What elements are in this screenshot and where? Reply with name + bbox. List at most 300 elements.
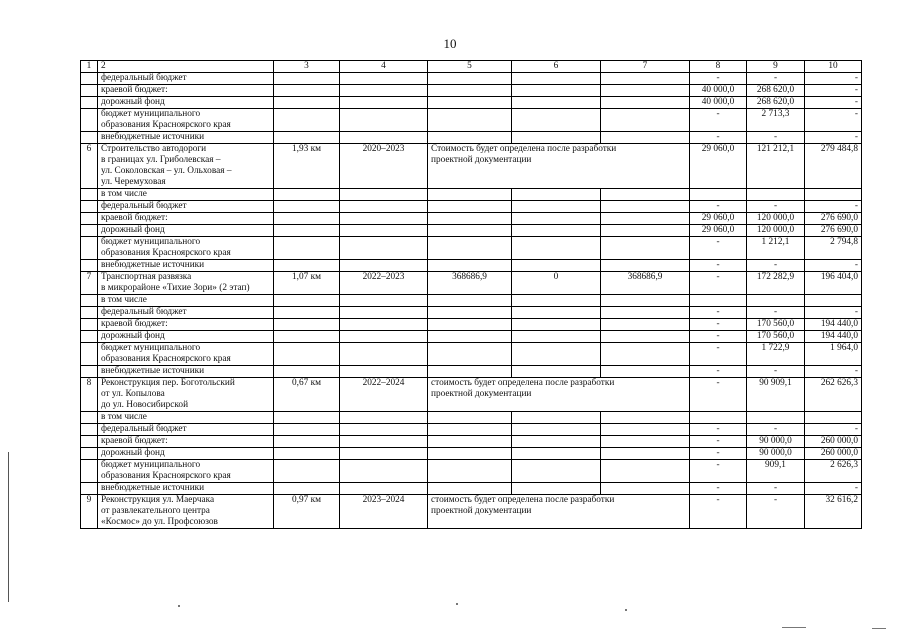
- table-cell: [428, 307, 512, 319]
- table-cell: [601, 85, 690, 97]
- table-cell: -: [805, 97, 862, 109]
- table-cell: [428, 97, 512, 109]
- table-cell: -: [747, 495, 805, 529]
- table-cell: [81, 225, 98, 237]
- row-label-cell: в том числе: [98, 412, 274, 424]
- table-cell: [601, 307, 690, 319]
- table-cell: [81, 343, 98, 366]
- table-cell: 29 060,0: [690, 213, 747, 225]
- table-cell: [512, 436, 601, 448]
- row-label-cell: Реконструкция пер. Боготольский от ул. Копылова до ул. Новосибирской: [98, 378, 274, 412]
- table-cell: [601, 237, 690, 260]
- table-row: [81, 237, 862, 260]
- table-cell: -: [805, 260, 862, 272]
- table-cell: [274, 132, 340, 144]
- table-cell: 194 440,0: [805, 331, 862, 343]
- table-cell: [601, 412, 690, 424]
- table-cell: [428, 109, 512, 132]
- table-cell: -: [747, 260, 805, 272]
- table-cell: [340, 201, 428, 213]
- table-cell: 2 794,8: [805, 237, 862, 260]
- table-cell: [428, 436, 512, 448]
- table-cell: [601, 366, 690, 378]
- table-cell: 194 440,0: [805, 319, 862, 331]
- header-cell: 4: [340, 61, 428, 73]
- header-cell: 5: [428, 61, 512, 73]
- table-cell: [601, 260, 690, 272]
- table-cell: 268 620,0: [747, 97, 805, 109]
- table-cell: [81, 109, 98, 132]
- table-row: [81, 189, 862, 201]
- table-cell: [340, 73, 428, 85]
- table-cell: [428, 260, 512, 272]
- table-cell: [805, 412, 862, 424]
- row-label-cell: краевой бюджет:: [98, 319, 274, 331]
- table-cell: 2022–2024: [340, 378, 428, 412]
- table-cell: -: [690, 272, 747, 295]
- funding-table: [80, 60, 862, 529]
- table-cell: [601, 225, 690, 237]
- table-cell: 172 282,9: [747, 272, 805, 295]
- table-cell: [428, 132, 512, 144]
- table-row: [81, 260, 862, 272]
- table-row: [81, 319, 862, 331]
- table-row: [81, 272, 862, 295]
- table-cell: [81, 448, 98, 460]
- table-cell: -: [805, 307, 862, 319]
- table-cell: 1,93 км: [274, 144, 340, 189]
- table-cell: -: [690, 483, 747, 495]
- table-cell: [512, 483, 601, 495]
- table-cell: [601, 213, 690, 225]
- table-cell: [512, 132, 601, 144]
- table-cell: -: [747, 424, 805, 436]
- row-label-cell: федеральный бюджет: [98, 424, 274, 436]
- table-row: [81, 495, 862, 529]
- row-label-cell: Транспортная развязка в микрорайоне «Тихие Зори» (2 этап): [98, 272, 274, 295]
- header-cell: 8: [690, 61, 747, 73]
- table-cell: [274, 331, 340, 343]
- table-cell: [274, 237, 340, 260]
- table-cell: [428, 201, 512, 213]
- row-label-cell: Строительство автодороги в границах ул. Гриболевская – ул. Соколовская – ул. Ольховая – ул. Черемуховая: [98, 144, 274, 189]
- table-cell: [690, 295, 747, 307]
- row-label-cell: в том числе: [98, 189, 274, 201]
- table-cell: [512, 307, 601, 319]
- table-cell: [274, 307, 340, 319]
- table-cell: [512, 85, 601, 97]
- table-cell: [274, 424, 340, 436]
- table-cell: [340, 424, 428, 436]
- table-cell: [81, 460, 98, 483]
- table-cell: 170 560,0: [747, 331, 805, 343]
- scan-speck: [178, 605, 180, 607]
- header-cell: 1: [81, 61, 98, 73]
- table-cell: -: [747, 307, 805, 319]
- table-cell: 1 212,1: [747, 237, 805, 260]
- table-cell: [340, 412, 428, 424]
- table-cell: [512, 295, 601, 307]
- table-cell: [274, 109, 340, 132]
- table-cell: -: [805, 201, 862, 213]
- table-cell: -: [690, 366, 747, 378]
- table-cell: [601, 201, 690, 213]
- cost-note-cell: Стоимость будет определена после разработки проектной документации: [428, 144, 690, 189]
- table-cell: -: [690, 460, 747, 483]
- table-cell: [512, 412, 601, 424]
- table-cell: [340, 331, 428, 343]
- table-cell: [81, 295, 98, 307]
- table-cell: [340, 319, 428, 331]
- table-cell: -: [690, 378, 747, 412]
- row-label-cell: внебюджетные источники: [98, 260, 274, 272]
- table-cell: 90 000,0: [747, 436, 805, 448]
- table-cell: -: [747, 483, 805, 495]
- table-cell: [747, 412, 805, 424]
- table-cell: -: [690, 109, 747, 132]
- table-cell: 909,1: [747, 460, 805, 483]
- table-row: [81, 73, 862, 85]
- header-cell: 2: [98, 61, 274, 73]
- table-cell: [428, 366, 512, 378]
- table-cell: 0: [512, 272, 601, 295]
- table-cell: [274, 97, 340, 109]
- table-cell: 2023–2024: [340, 495, 428, 529]
- table-cell: -: [690, 73, 747, 85]
- table-cell: -: [690, 343, 747, 366]
- table-cell: [274, 189, 340, 201]
- table-cell: [274, 295, 340, 307]
- table-cell: [512, 260, 601, 272]
- table-cell: [428, 483, 512, 495]
- table-cell: -: [690, 237, 747, 260]
- table-cell: [81, 97, 98, 109]
- table-cell: [81, 307, 98, 319]
- table-cell: [512, 331, 601, 343]
- table-cell: 6: [81, 144, 98, 189]
- table-cell: [512, 424, 601, 436]
- table-cell: [274, 260, 340, 272]
- table-cell: 276 690,0: [805, 225, 862, 237]
- table-cell: [274, 448, 340, 460]
- table-cell: -: [747, 73, 805, 85]
- table-cell: [340, 85, 428, 97]
- table-cell: [512, 97, 601, 109]
- table-cell: 0,67 км: [274, 378, 340, 412]
- table-cell: [601, 97, 690, 109]
- table-cell: [81, 73, 98, 85]
- row-label-cell: краевой бюджет:: [98, 436, 274, 448]
- row-label-cell: дорожный фонд: [98, 225, 274, 237]
- table-cell: [340, 436, 428, 448]
- table-cell: [428, 412, 512, 424]
- row-label-cell: федеральный бюджет: [98, 201, 274, 213]
- table-cell: 260 000,0: [805, 448, 862, 460]
- scan-margin-line: [8, 452, 9, 602]
- table-cell: [81, 201, 98, 213]
- table-row: [81, 343, 862, 366]
- table-cell: [805, 295, 862, 307]
- table-cell: -: [690, 424, 747, 436]
- table-cell: 29 060,0: [690, 225, 747, 237]
- table-cell: 368686,9: [601, 272, 690, 295]
- table-cell: 260 000,0: [805, 436, 862, 448]
- header-cell: 7: [601, 61, 690, 73]
- table-cell: [601, 189, 690, 201]
- table-cell: [512, 225, 601, 237]
- table-row: [81, 213, 862, 225]
- table-cell: 40 000,0: [690, 85, 747, 97]
- table-row: [81, 436, 862, 448]
- table-row: [81, 331, 862, 343]
- row-label-cell: бюджет муниципального образования Красноярского края: [98, 343, 274, 366]
- table-cell: 120 000,0: [747, 213, 805, 225]
- table-row: [81, 448, 862, 460]
- table-row: [81, 225, 862, 237]
- table-cell: 7: [81, 272, 98, 295]
- table-cell: [340, 225, 428, 237]
- table-cell: -: [690, 495, 747, 529]
- row-label-cell: дорожный фонд: [98, 331, 274, 343]
- table-cell: [274, 483, 340, 495]
- table-cell: [81, 424, 98, 436]
- table-cell: [512, 213, 601, 225]
- table-cell: [340, 295, 428, 307]
- table-cell: [601, 319, 690, 331]
- table-cell: [81, 319, 98, 331]
- row-label-cell: дорожный фонд: [98, 448, 274, 460]
- table-cell: 196 404,0: [805, 272, 862, 295]
- table-cell: [601, 295, 690, 307]
- table-cell: 268 620,0: [747, 85, 805, 97]
- table-cell: [747, 189, 805, 201]
- table-cell: 1 964,0: [805, 343, 862, 366]
- table-cell: -: [690, 436, 747, 448]
- table-cell: [601, 483, 690, 495]
- table-cell: -: [747, 201, 805, 213]
- table-cell: 40 000,0: [690, 97, 747, 109]
- table-cell: 2020–2023: [340, 144, 428, 189]
- table-cell: -: [690, 319, 747, 331]
- table-cell: [428, 319, 512, 331]
- table-cell: [340, 343, 428, 366]
- header-cell: 9: [747, 61, 805, 73]
- table-cell: [512, 201, 601, 213]
- table-cell: 29 060,0: [690, 144, 747, 189]
- scan-speck: [456, 603, 458, 605]
- table-cell: -: [805, 366, 862, 378]
- table-cell: 2 626,3: [805, 460, 862, 483]
- table-cell: -: [805, 132, 862, 144]
- table-row: [81, 132, 862, 144]
- header-cell: 6: [512, 61, 601, 73]
- page-number: 10: [443, 36, 457, 51]
- table-cell: [81, 436, 98, 448]
- table-cell: [274, 436, 340, 448]
- table-cell: [512, 448, 601, 460]
- table-cell: [274, 225, 340, 237]
- row-label-cell: внебюджетные источники: [98, 132, 274, 144]
- table-cell: [81, 85, 98, 97]
- table-cell: [81, 483, 98, 495]
- table-cell: -: [690, 448, 747, 460]
- table-cell: [340, 189, 428, 201]
- table-cell: [340, 260, 428, 272]
- table-cell: [81, 260, 98, 272]
- table-cell: [601, 109, 690, 132]
- table-row: [81, 144, 862, 189]
- table-cell: 1,07 км: [274, 272, 340, 295]
- table-cell: [428, 237, 512, 260]
- row-label-cell: дорожный фонд: [98, 97, 274, 109]
- table-cell: [601, 436, 690, 448]
- table-cell: [428, 331, 512, 343]
- table-row: [81, 378, 862, 412]
- table-cell: [81, 412, 98, 424]
- table-row: [81, 424, 862, 436]
- table-cell: -: [690, 201, 747, 213]
- table-cell: [428, 448, 512, 460]
- scan-speck: [782, 627, 806, 628]
- cost-note-cell: стоимость будет определена после разработки проектной документации: [428, 378, 690, 412]
- row-label-cell: в том числе: [98, 295, 274, 307]
- row-label-cell: бюджет муниципального образования Красноярского края: [98, 460, 274, 483]
- table-cell: [601, 460, 690, 483]
- row-label-cell: федеральный бюджет: [98, 73, 274, 85]
- table-cell: -: [690, 132, 747, 144]
- table-cell: [274, 319, 340, 331]
- table-cell: [512, 109, 601, 132]
- table-row: [81, 97, 862, 109]
- table-row: [81, 366, 862, 378]
- table-cell: 170 560,0: [747, 319, 805, 331]
- table-cell: 0,97 км: [274, 495, 340, 529]
- table-cell: 276 690,0: [805, 213, 862, 225]
- table-cell: [805, 189, 862, 201]
- table-row: [81, 412, 862, 424]
- table-cell: [81, 213, 98, 225]
- table-cell: [81, 132, 98, 144]
- table-cell: [428, 424, 512, 436]
- scan-speck: [872, 628, 886, 629]
- table-cell: [601, 132, 690, 144]
- table-cell: [512, 460, 601, 483]
- table-row: [81, 307, 862, 319]
- table-cell: [428, 189, 512, 201]
- row-label-cell: Реконструкция ул. Маерчака от развлекательного центра «Космос» до ул. Профсоюзов: [98, 495, 274, 529]
- table-cell: 262 626,3: [805, 378, 862, 412]
- table-cell: 1 722,9: [747, 343, 805, 366]
- table-cell: -: [690, 260, 747, 272]
- table-cell: [512, 366, 601, 378]
- row-label-cell: внебюджетные источники: [98, 483, 274, 495]
- table-cell: -: [690, 307, 747, 319]
- table-cell: [512, 237, 601, 260]
- table-cell: [428, 460, 512, 483]
- table-cell: [512, 343, 601, 366]
- table-cell: -: [805, 424, 862, 436]
- table-cell: [690, 189, 747, 201]
- table-row: [81, 85, 862, 97]
- table-cell: 120 000,0: [747, 225, 805, 237]
- table-cell: [428, 225, 512, 237]
- table-cell: [274, 73, 340, 85]
- table-cell: [428, 85, 512, 97]
- table-cell: [428, 213, 512, 225]
- table-cell: [340, 237, 428, 260]
- header-cell: 10: [805, 61, 862, 73]
- table-cell: 121 212,1: [747, 144, 805, 189]
- row-label-cell: бюджет муниципального образования Красноярского края: [98, 109, 274, 132]
- table-cell: [340, 448, 428, 460]
- table-cell: [274, 343, 340, 366]
- table-cell: 90 000,0: [747, 448, 805, 460]
- table-cell: 8: [81, 378, 98, 412]
- table-cell: -: [747, 132, 805, 144]
- table-cell: 90 909,1: [747, 378, 805, 412]
- table-cell: 9: [81, 495, 98, 529]
- table-row: [81, 201, 862, 213]
- row-label-cell: краевой бюджет:: [98, 85, 274, 97]
- table-cell: 2022–2023: [340, 272, 428, 295]
- row-label-cell: внебюджетные источники: [98, 366, 274, 378]
- row-label-cell: краевой бюджет:: [98, 213, 274, 225]
- cost-note-cell: стоимость будет определена после разработки проектной документации: [428, 495, 690, 529]
- table-cell: 2 713,3: [747, 109, 805, 132]
- table-row: [81, 109, 862, 132]
- table-cell: 279 484,8: [805, 144, 862, 189]
- row-label-cell: бюджет муниципального образования Красноярского края: [98, 237, 274, 260]
- table-cell: [340, 483, 428, 495]
- header-row: [81, 61, 862, 73]
- table-cell: [428, 73, 512, 85]
- table-cell: [274, 460, 340, 483]
- table-cell: [601, 343, 690, 366]
- table-cell: [747, 295, 805, 307]
- table-row: [81, 460, 862, 483]
- table-cell: [274, 201, 340, 213]
- table-cell: [601, 424, 690, 436]
- table-cell: [340, 460, 428, 483]
- table-cell: 32 616,2: [805, 495, 862, 529]
- table-cell: [340, 307, 428, 319]
- table-cell: [340, 132, 428, 144]
- table-cell: -: [805, 85, 862, 97]
- table-cell: [512, 319, 601, 331]
- table-cell: [81, 237, 98, 260]
- table-cell: [81, 366, 98, 378]
- table-cell: [81, 331, 98, 343]
- table-cell: [428, 295, 512, 307]
- table-cell: [512, 73, 601, 85]
- table-cell: [601, 448, 690, 460]
- table-cell: [340, 213, 428, 225]
- table-cell: [274, 213, 340, 225]
- table-cell: 368686,9: [428, 272, 512, 295]
- table-row: [81, 483, 862, 495]
- table-cell: [81, 189, 98, 201]
- table-cell: -: [690, 331, 747, 343]
- table-cell: [274, 366, 340, 378]
- table-cell: -: [747, 366, 805, 378]
- header-cell: 3: [274, 61, 340, 73]
- table-cell: [601, 73, 690, 85]
- scan-speck: [625, 609, 627, 611]
- table-cell: -: [805, 109, 862, 132]
- table-cell: [340, 366, 428, 378]
- table-cell: [512, 189, 601, 201]
- table-cell: [340, 97, 428, 109]
